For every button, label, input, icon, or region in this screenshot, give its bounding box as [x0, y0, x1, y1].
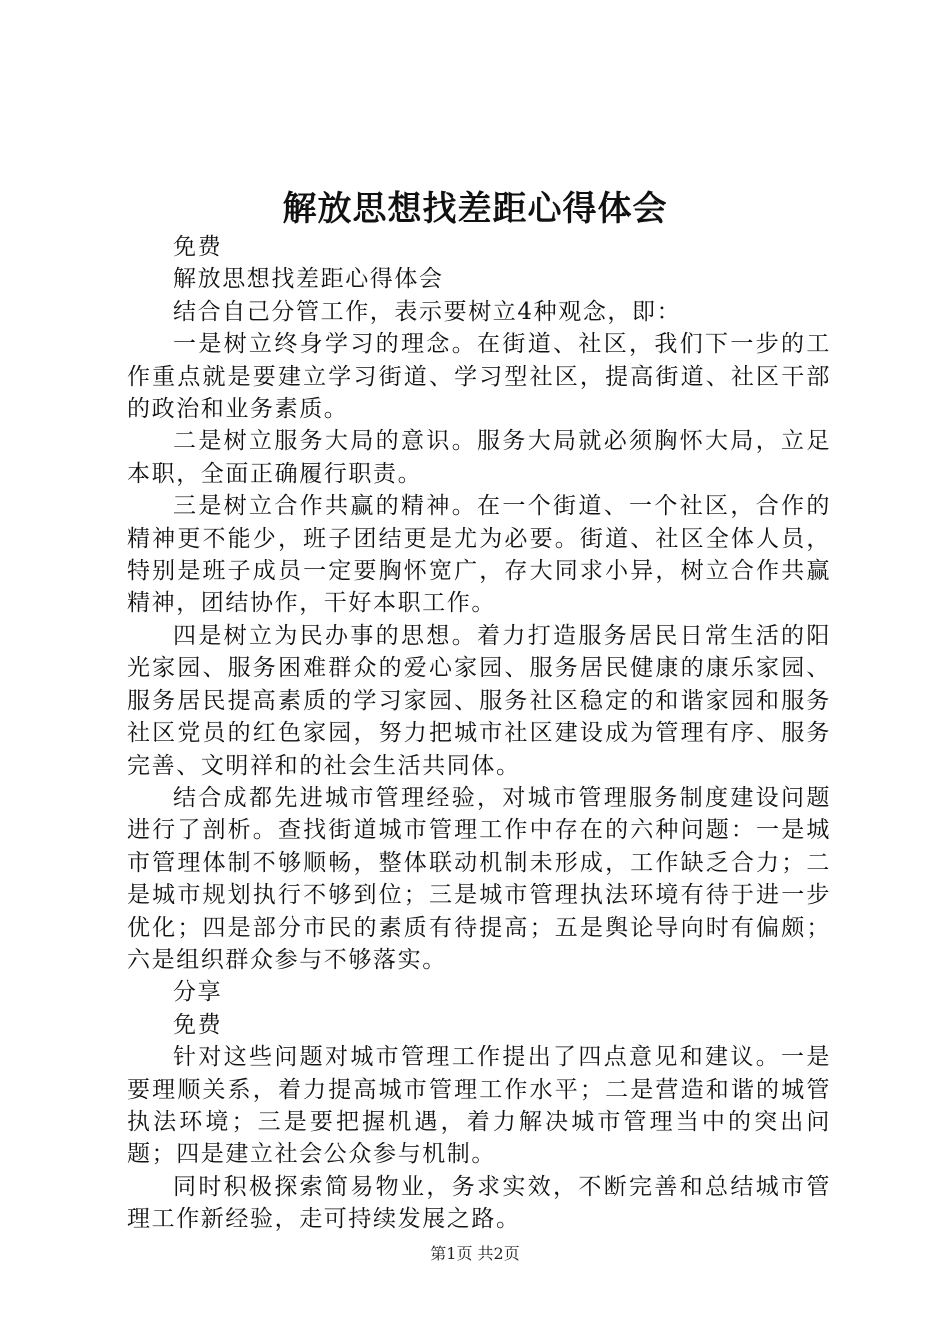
- paragraph-point-three: 三是树立合作共赢的精神。在一个街道、一个社区，合作的精神更不能少，班子团结更是尤为必要。街道、社区全体人员，特别是班子成员一定要胸怀宽广，存大同求小异，树立合作共赢精神，团结协作，干好本职工作。: [127, 493, 831, 617]
- paragraph-point-one: 一是树立终身学习的理念。在街道、社区，我们下一步的工作重点就是要建立学习街道、学习型社区，提高街道、社区干部的政治和业务素质。: [127, 331, 831, 423]
- paragraph-conclusion: 同时积极探索简易物业，务求实效，不断完善和总结城市管理工作新经验，走可持续发展之路。: [127, 1173, 831, 1233]
- paragraph-free-label: 免费: [173, 234, 223, 260]
- paragraph-problems: 结合成都先进城市管理经验，对城市管理服务制度建设问题进行了剖析。查找街道城市管理工作中存在的六种问题：一是城市管理体制不够顺畅，整体联动机制未形成，工作缺乏合力；二是城市规划执行不够到位；三是城市管理执法环境有待于进一步优化；四是部分市民的素质有待提高；五是舆论导向时有偏颇；六是组织群众参与不够落实。: [127, 784, 831, 973]
- document-body: [127, 231, 831, 1236]
- paragraph-point-two: 二是树立服务大局的意识。服务大局就必须胸怀大局，立足本职，全面正确履行职责。: [127, 428, 831, 487]
- document-title: 解放思想找差距心得体会: [282, 189, 668, 229]
- paragraph-point-four: 四是树立为民办事的思想。着力打造服务居民日常生活的阳光家园、服务困难群众的爱心家园、服务居民健康的康乐家园、服务居民提高素质的学习家园、服务社区稳定的和谐家园和服务社区党员的红色家园，努力把城市社区建设成为管理有序、服务完善、文明祥和的社会生活共同体。: [127, 622, 831, 779]
- paragraph-intro: 结合自己分管工作，表示要树立4种观念，即：: [173, 298, 682, 325]
- paragraph-subtitle: 解放思想找差距心得体会: [173, 266, 444, 293]
- paragraph-suggestions: 针对这些问题对城市管理工作提出了四点意见和建议。一是要理顺关系，着力提高城市管理工作水平；二是营造和谐的城管执法环境；三是要把握机遇，着力解决城市管理当中的突出问题；四是建立社会公众参与机制。: [127, 1044, 831, 1168]
- paragraph-free-label-2: 免费: [173, 1011, 223, 1038]
- paragraph-share-label: 分享: [173, 979, 223, 1006]
- page-number-footer: 第1页 共2页: [430, 1244, 520, 1263]
